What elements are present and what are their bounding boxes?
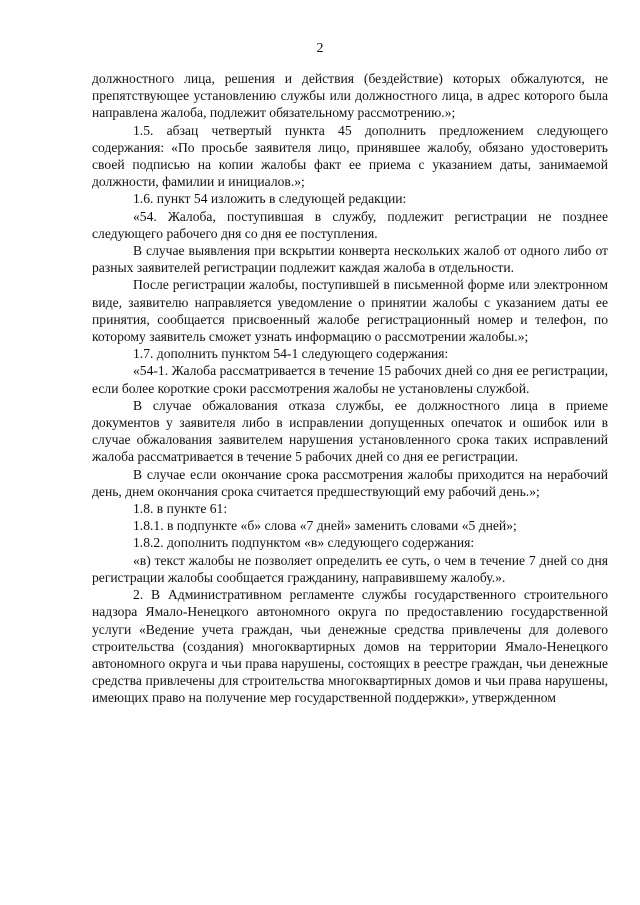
paragraph-clause-54-1-holiday: В случае если окончание срока рассмотрения жалобы приходится на нерабочий день, днем окончания срока считается предшествующий ему рабочий день.»; [92,466,608,499]
paragraph-clause-54-notification: После регистрации жалобы, поступившей в письменной форме или электронном виде, заявителю направляется уведомление о принятии жалобы с указанием даты ее принятия, сообщается присвоенный жалобе регистрационный номер и телефон, по которому заявитель сможет узнать информацию о рассмотрении жалобы.»; [92,277,608,345]
paragraph-subclause-v: «в) текст жалобы не позволяет определить ее суть, о чем в течение 7 дней со дня регистрации жалобы сообщается гражданину, направившему жалобу.». [92,552,608,585]
paragraph-item-1-8: 1.8. в пункте 61: [133,501,228,517]
page-number: 2 [316,41,324,56]
paragraph-clause-54-1-refusal: В случае обжалования отказа службы, ее должностного лица в приеме документов у заявителя либо в исправлении допущенных опечаток и ошибок или в случае обжалования заявителем нарушения установленного срока таких исправлений жалоба рассматривается в течение 5 рабочих дней со дня ее регистрации. [92,397,608,465]
document-body [92,70,608,707]
paragraph-clause-54-1: «54-1. Жалоба рассматривается в течение 15 рабочих дней со дня ее регистрации, если более короткие сроки рассмотрения жалобы не установлены службой. [92,363,608,396]
paragraph-item-1-8-1: 1.8.1. в подпункте «б» слова «7 дней» заменить словами «5 дней»; [133,518,517,534]
paragraph-clause-54-multiple-complaints: В случае выявления при вскрытии конверта нескольких жалоб от одного либо от разных заявителей регистрации подлежит каждая жалоба в отдельности. [92,243,608,276]
paragraph-item-1-6: 1.6. пункт 54 изложить в следующей редакции: [133,191,407,207]
paragraph-continuation: должностного лица, решения и действия (бездействие) которых обжалуются, не препятствующее установлению службы или должностного лица, в адрес которого была направлена жалоба, подлежит обязательному рассмотрению.»; [92,71,608,121]
paragraph-clause-54: «54. Жалоба, поступившая в службу, подлежит регистрации не позднее следующего рабочего дня со дня ее поступления. [92,208,608,241]
paragraph-item-1-5: 1.5. абзац четвертый пункта 45 дополнить предложением следующего содержания: «По просьбе заявителя лицо, принявшее жалобу, обязано удостоверить своей подписью на копии жалобы факт ее приема с указанием даты, занимаемой должности, фамилии и инициалов.»; [92,122,608,190]
paragraph-item-2: 2. В Административном регламенте службы государственного строительного надзора Ямало-Ненецкого автономного округа по предоставлению государственной услуги «Ведение учета граждан, чьи денежные средства привлечены для долевого строительства (создания) многоквартирных домов на территории Ямало-Ненецкого автономного округа и чьи права нарушены, состоящих в реестре граждан, чьи денежные средства привлечены для строительства многоквартирных домов и чьи права нарушены, имеющих право на получение мер государственной поддержки», утвержденном [92,587,608,706]
paragraph-item-1-7: 1.7. дополнить пунктом 54-1 следующего содержания: [133,346,449,362]
paragraph-item-1-8-2: 1.8.2. дополнить подпунктом «в» следующего содержания: [133,535,475,551]
